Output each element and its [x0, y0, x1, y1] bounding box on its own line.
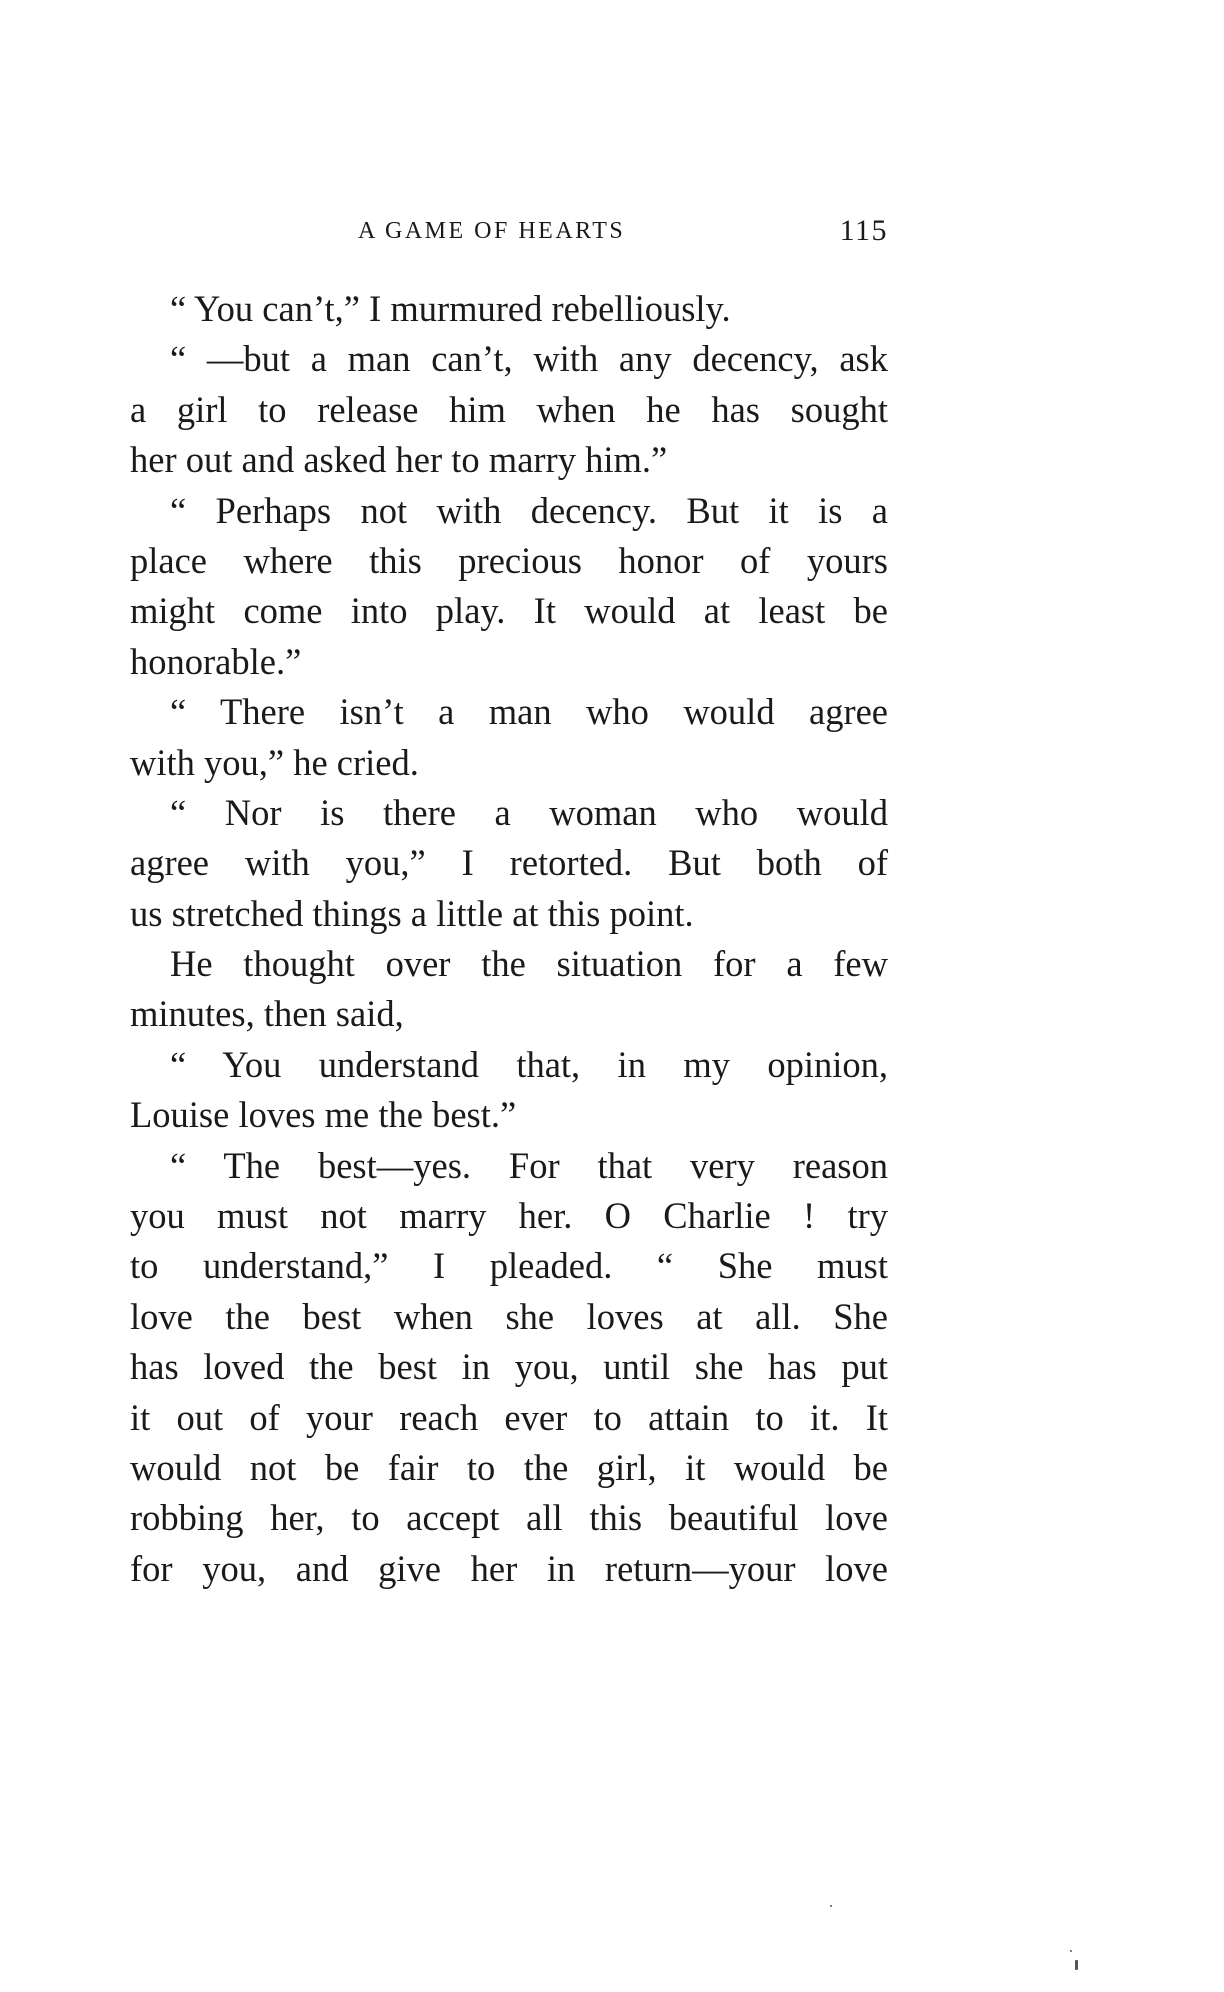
- running-title: A GAME OF HEARTS: [358, 218, 626, 244]
- paragraph-1: [130, 284, 888, 334]
- text-line: for you, and give her in return—your love: [130, 1547, 888, 1589]
- text-line: “ You can’t,” I murmured rebelliously.: [170, 288, 731, 329]
- text-line: love the best when she loves at all. She: [130, 1295, 888, 1337]
- paragraph-7: [130, 1040, 888, 1141]
- text-line: a girl to release him when he has sought: [130, 388, 888, 430]
- paragraph-2: [130, 334, 888, 485]
- text-line: “ The best—yes. For that very reason: [170, 1144, 888, 1186]
- text-line: it out of your reach ever to attain to it. It: [130, 1396, 888, 1438]
- paragraph-6: [130, 939, 888, 1040]
- text-line: robbing her, to accept all this beautiful love: [130, 1497, 888, 1539]
- body-text: [130, 284, 888, 1594]
- text-line: minutes, then said,: [130, 993, 404, 1035]
- text-line: “ There isn’t a man who would agree: [170, 691, 888, 733]
- text-line: would not be fair to the girl, it would be: [130, 1446, 888, 1488]
- text-line: us stretched things a little at this point.: [130, 892, 694, 934]
- paragraph-4: [130, 687, 888, 788]
- paragraph-8: [130, 1141, 888, 1595]
- paper-speck: [830, 1905, 832, 1907]
- text-line: “ Perhaps not with decency. But it is a: [170, 489, 888, 531]
- text-line: Louise loves me the best.”: [130, 1094, 517, 1136]
- text-line: you must not marry her. O Charlie ! try: [130, 1195, 888, 1237]
- text-line: might come into play. It would at least be: [130, 590, 888, 632]
- paragraph-5: [130, 788, 888, 939]
- paragraph-3: [130, 486, 888, 688]
- text-line: “ Nor is there a woman who would: [170, 791, 888, 833]
- paper-speck: [1070, 1950, 1072, 1952]
- text-line: “ You understand that, in my opinion,: [170, 1043, 888, 1085]
- text-line: to understand,” I pleaded. “ She must: [130, 1245, 888, 1287]
- text-line: honorable.”: [130, 640, 302, 682]
- text-line: He thought over the situation for a few: [170, 943, 888, 985]
- paper-speck: [1075, 1960, 1078, 1970]
- text-line: her out and asked her to marry him.”: [130, 439, 668, 481]
- text-line: with you,” he cried.: [130, 741, 419, 783]
- page-number: 115: [839, 214, 888, 247]
- text-line: place where this precious honor of yours: [130, 539, 888, 581]
- running-head: [130, 214, 888, 254]
- text-line: agree with you,” I retorted. But both of: [130, 842, 888, 884]
- text-line: “ —but a man can’t, with any decency, ask: [170, 338, 888, 380]
- text-line: has loved the best in you, until she has put: [130, 1346, 888, 1388]
